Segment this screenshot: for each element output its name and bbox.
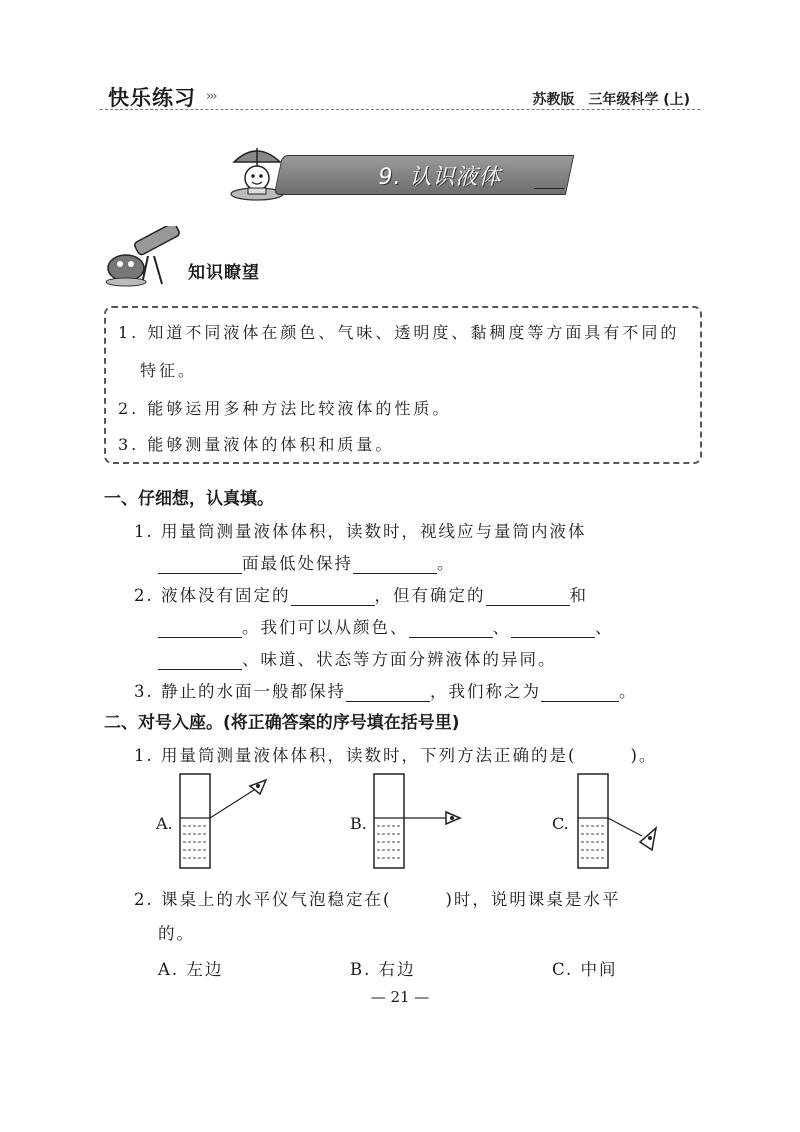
cylinder-eye-below-icon[interactable] (576, 772, 676, 872)
question-text: 2. 课桌上的水平仪气泡稳定在( (134, 890, 392, 909)
cylinder-eye-level-icon[interactable] (372, 772, 472, 872)
option-a-label: A. (156, 814, 173, 833)
question-1-3 (134, 678, 638, 702)
lesson-title: 9. 认识液体 (378, 165, 502, 190)
section-1-title: 一、仔细想，认真填。 (104, 489, 274, 509)
learning-goals-box (104, 306, 702, 464)
question-text: )。 (630, 746, 658, 765)
question-text: 。 (619, 682, 638, 701)
question-text: 1. 用量筒测量液体体积，读数时，下列方法正确的是( (134, 746, 577, 765)
question-text: 、味道、状态等方面分辨液体的异同。 (242, 650, 557, 669)
telescope-icon (104, 226, 186, 288)
answer-blank[interactable] (409, 621, 493, 639)
answer-blank[interactable] (353, 557, 437, 575)
question-text: 。我们可以从颜色、 (242, 618, 409, 637)
question-2-2-line1 (134, 886, 620, 910)
question-text: 和 (569, 586, 588, 605)
question-1-1-line2 (158, 550, 456, 574)
question-text: ，我们称之为 (430, 682, 541, 701)
question-1-2-line2 (158, 614, 614, 638)
grade-label: 三年级科学 (上) (588, 92, 690, 108)
answer-blank[interactable] (291, 589, 375, 607)
answer-blank[interactable] (511, 621, 595, 639)
goal-item: 特征。 (140, 361, 198, 380)
header-divider (100, 109, 700, 110)
page-number: — 21 — (370, 988, 430, 1006)
option-a-text[interactable]: A. 左边 (158, 960, 224, 979)
answer-blank[interactable] (158, 621, 242, 639)
question-2-1 (134, 742, 657, 766)
question-1-2-line1 (134, 582, 588, 606)
goal-item: 2. 能够运用多种方法比较液体的性质。 (118, 399, 452, 418)
question-text: 2. 液体没有固定的 (134, 586, 291, 605)
question-text: 面最低处保持 (242, 554, 353, 573)
question-text: 、 (595, 618, 614, 637)
question-text: 3. 静止的水面一般都保持 (134, 682, 346, 701)
answer-blank[interactable] (158, 653, 242, 671)
chevron-decoration-icon: ››› (206, 89, 216, 104)
answer-paren[interactable] (391, 894, 445, 911)
cylinder-eye-above-icon[interactable] (178, 772, 278, 872)
option-c-label: C. (552, 814, 569, 833)
question-2-2-line2: 的。 (158, 924, 195, 943)
answer-blank[interactable] (541, 685, 619, 703)
question-text: 、 (492, 618, 511, 637)
question-1-2-line3 (158, 646, 557, 670)
goal-item: 1. 知道不同液体在颜色、气味、透明度、黏稠度等方面具有不同的 (118, 323, 680, 342)
option-b-text[interactable]: B. 右边 (350, 960, 416, 979)
section-2-title: 二、对号入座。(将正确答案的序号填在括号里) (104, 713, 460, 733)
answer-paren[interactable] (576, 750, 630, 767)
edition-info (532, 89, 690, 109)
answer-blank[interactable] (486, 589, 570, 607)
knowledge-label: 知识瞭望 (188, 263, 260, 283)
question-text: 。 (437, 554, 456, 573)
question-1-1-line1: 1. 用量筒测量液体体积，读数时，视线应与量筒内液体 (134, 522, 587, 541)
question-text: )时，说明课桌是水平 (445, 890, 621, 909)
option-b-label: B. (350, 814, 367, 833)
option-c-text[interactable]: C. 中间 (552, 960, 618, 979)
goal-item: 3. 能够测量液体的体积和质量。 (118, 435, 395, 454)
edition-label: 苏教版 (532, 92, 575, 108)
answer-blank[interactable] (158, 557, 242, 575)
series-title: 快乐练习 (108, 86, 196, 110)
answer-blank[interactable] (346, 685, 430, 703)
question-text: ，但有确定的 (374, 586, 486, 605)
